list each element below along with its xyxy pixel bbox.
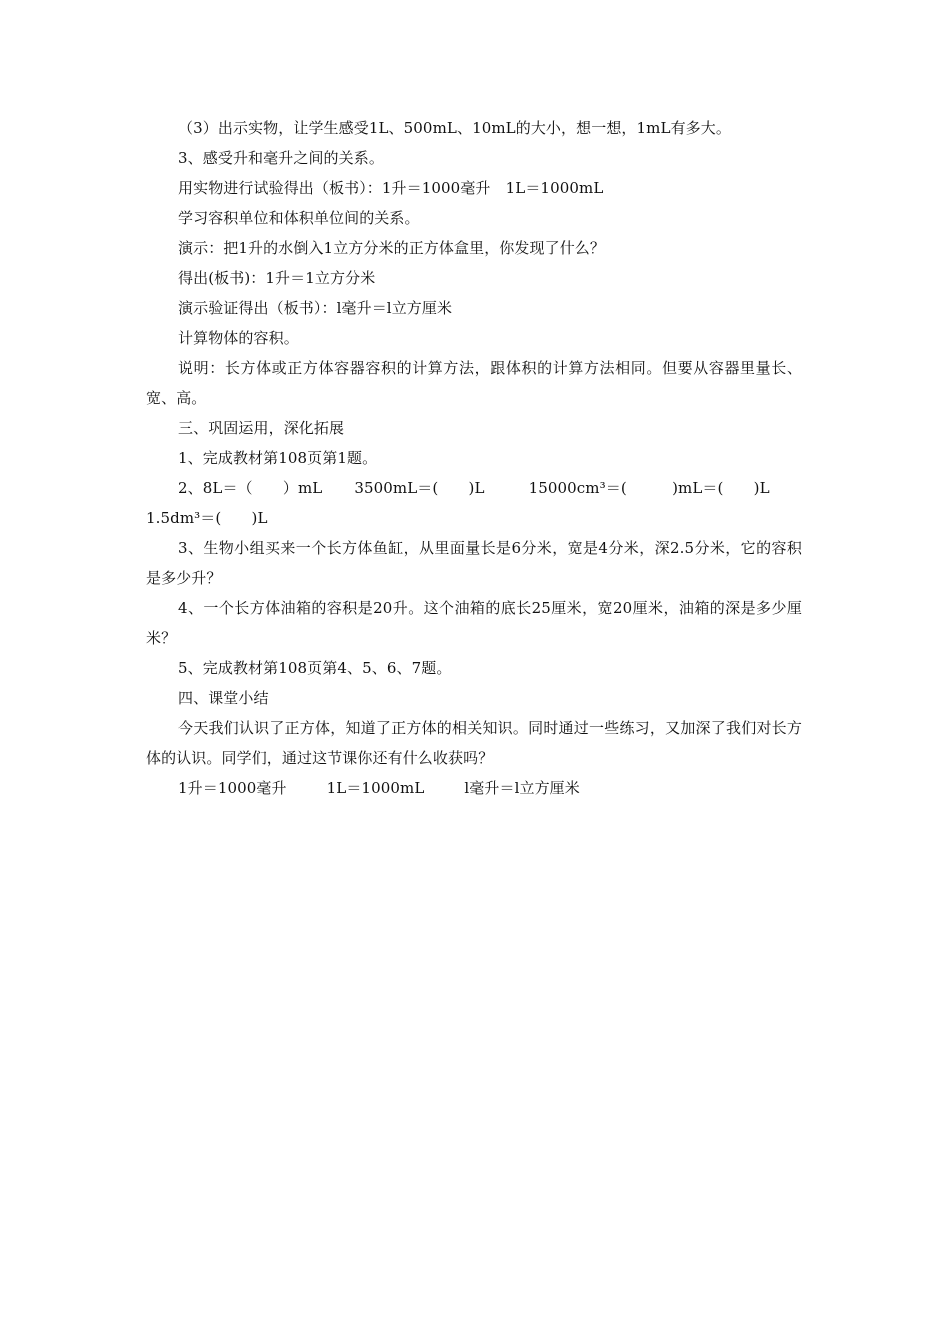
exercise-2-row bbox=[146, 473, 802, 503]
board-milliliter-cubic-centimeter: 演示验证得出（板书）：l毫升＝l立方厘米 bbox=[178, 299, 453, 317]
summary-formulas bbox=[146, 773, 802, 803]
summary-paragraph: 今天我们认识了正方体，知道了正方体的相关知识。同时通过一些练习，又加深了我们对长方体的认识。同学们，通过这节课你还有什么收获吗？ bbox=[146, 719, 802, 767]
summary-formula-1: 1升＝1000毫升 bbox=[178, 779, 287, 797]
exercise-4: 4、一个长方体油箱的容积是20升。这个油箱的底长25厘米，宽20厘米，油箱的深是多少厘米？ bbox=[146, 599, 802, 647]
summary-formula-2: 1L＝1000mL bbox=[326, 779, 425, 797]
step-show-objects: （3）出示实物，让学生感受1L、500mL、10mL的大小，想一想，1mL有多大。 bbox=[178, 119, 731, 137]
exercise-2-part-d: 1.5dm³＝( )L bbox=[146, 509, 268, 527]
section-4-heading: 四、课堂小结 bbox=[178, 689, 269, 707]
exercise-2-part-a: 2、8L＝（ ）mL bbox=[178, 479, 323, 497]
demo-cube-water: 演示：把1升的水倒入1立方分米的正方体盒里，你发现了什么？ bbox=[178, 239, 605, 257]
board-liter-cubic-decimeter: 得出(板书)：1升＝1立方分米 bbox=[178, 269, 376, 287]
explanation-paragraph: 说明：长方体或正方体容器容积的计算方法，跟体积的计算方法相同。但要从容器里量长、宽、高。 bbox=[146, 359, 802, 407]
exercise-2-part-b: 3500mL＝( )L bbox=[354, 479, 485, 497]
step-compute-volume: 计算物体的容积。 bbox=[178, 329, 299, 347]
exercise-1: 1、完成教材第108页第1题。 bbox=[178, 449, 378, 467]
exercise-3: 3、生物小组买来一个长方体鱼缸，从里面量长是6分米，宽是4分米，深2.5分米，它的容积是多少升？ bbox=[146, 539, 802, 587]
step-units-relation: 学习容积单位和体积单位间的关系。 bbox=[178, 209, 420, 227]
exercise-5: 5、完成教材第108页第4、5、6、7题。 bbox=[178, 659, 452, 677]
section-3-heading: 三、巩固运用，深化拓展 bbox=[178, 419, 345, 437]
step-3-heading: 3、感受升和毫升之间的关系。 bbox=[178, 149, 384, 167]
exercise-2-part-c: 15000cm³＝( )mL＝( )L bbox=[528, 479, 770, 497]
summary-formula-3: l毫升＝l立方厘米 bbox=[464, 779, 580, 797]
lesson-plan-body bbox=[146, 113, 802, 803]
board-liter-milliliter: 用实物进行试验得出（板书）：1升＝1000毫升 1L＝1000mL bbox=[178, 179, 604, 197]
